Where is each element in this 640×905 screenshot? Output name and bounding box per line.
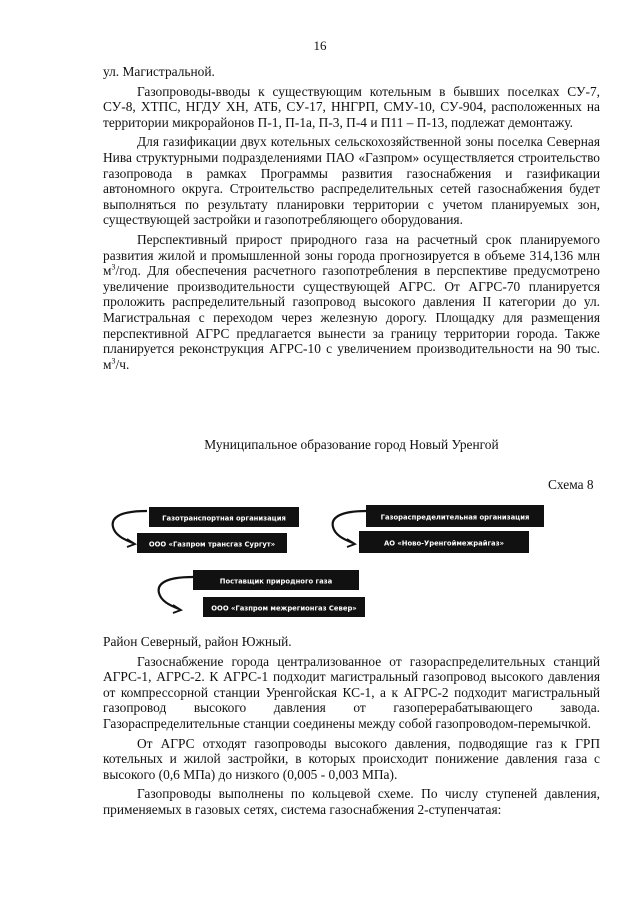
paragraph-3: Для газификации двух котельных сельскохозяйственной зоны поселка Северная Нива структурными подразделениями ПАО «Газпром» осуществляется строительство газопровода в рамках Программы развития газоснабжения и газификации автономного округа. Строительство распределительных сетей газоснабжения будет выполняться по результату планировки территории с учетом планируемых зон, существующей застройки и газопотребляющего оборудования. <box>103 134 600 228</box>
box3-title: Поставщик природного газа <box>219 577 333 586</box>
section-title: Муниципальное образование город Новый Уренгой <box>204 437 499 452</box>
bottom-paragraph-1: Район Северный, район Южный. <box>103 634 292 649</box>
org-diagram <box>103 497 600 622</box>
box2-title: Газораспределительная организация <box>380 513 530 522</box>
paragraph-4-part2: /год. Для обеспечения расчетного газопотребления в перспективе предусмотрено увеличение производительности существующей АГРС. От АГРС-70 планируется проложить распределительный газопровод высокого давления II категории до ул. Магистральная с переходом через железную дорогу. Площадку для размещения перспективной АГРС предлагается вынести за границу территории города. Также планируется реконструкция АГРС-10 с увеличением производительности на 90 тыс. м <box>103 263 600 372</box>
org-diagram-svg <box>103 497 600 622</box>
box1-title: Газотранспортная организация <box>162 514 286 523</box>
superscript-3: 3 <box>111 262 116 272</box>
superscript-3b: 3 <box>111 356 116 366</box>
paragraph-4 <box>103 232 600 372</box>
paragraph-4-part3: /ч. <box>115 356 130 372</box>
curved-arrow-icon <box>159 577 193 613</box>
paragraph-4-part1: Перспективный прирост природного газа на расчетный срок планируемого развития жилой и промышленной зоны города прогнозируется в объеме 314,136 млн м <box>103 231 600 279</box>
bottom-paragraph-2: Газоснабжение города централизованное от газораспределительных станций АГРС-1, АГРС-2. К АГРС-1 подходит магистральный газопровод высокого давления от компрессорной станции Уренгойская КС-1, а к АГРС-2 подходит магистральный газопровод высокого давления от газоперерабатывающего завода. Газораспределительные станции соединены между собой газопроводом-перемычкой. <box>103 653 600 731</box>
paragraph-2: Газопроводы-вводы к существующим котельным в бывших поселках СУ-7, СУ-8, ХТПС, НГДУ ХН, АТБ, СУ-17, ННГРП, СМУ-10, СУ-904, расположенных на территории микрорайонов П-1, П-1а, П-3, П-4 и П11 – П-13, подлежат демонтажу. <box>103 83 600 130</box>
top-text-block <box>103 64 600 376</box>
bottom-paragraph-3: От АГРС отходят газопроводы высокого давления, подводящие газ к ГРП котельных и жилой застройки, в которых происходит понижение давления газа с высокого (0,6 МПа) до низкого (0,005 - 0,003 МПа). <box>103 735 600 782</box>
page-number: 16 <box>313 38 327 53</box>
bottom-paragraph-4: Газопроводы выполнены по кольцевой схеме. По числу ступеней давления, применяемых в газовых сетях, система газоснабжения 2-ступенчатая: <box>103 786 600 817</box>
scheme-label: Схема 8 <box>548 477 594 492</box>
box3-subtitle: ООО «Газпром межрегионгаз Север» <box>211 604 357 613</box>
paragraph-1: ул. Магистральной. <box>103 64 215 79</box>
bottom-text-block <box>103 634 600 822</box>
box1-subtitle: ООО «Газпром трансгаз Сургут» <box>148 540 276 549</box>
box2-subtitle: АО «Ново-Уренгоймежрайгаз» <box>384 539 504 548</box>
